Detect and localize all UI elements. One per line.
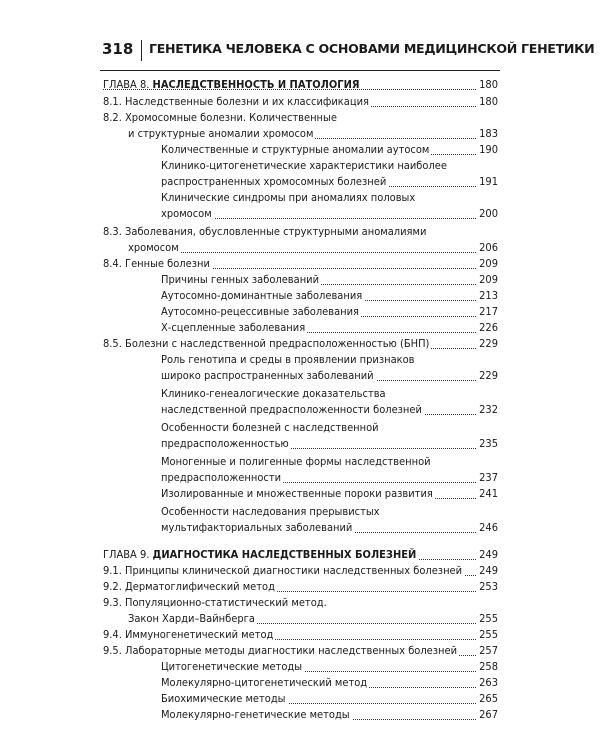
page-ref: 226 [476,320,498,336]
toc-entry-8-1[interactable] [103,94,498,110]
toc-subentry-8-2-c-line2[interactable] [161,206,498,222]
page-ref: 255 [476,611,498,627]
section-number: 9.1. [103,564,122,577]
toc-subentry-8-5-f-line2[interactable] [161,520,498,536]
entry-title: Дерматоглифический метод [125,580,275,593]
page-ref: 213 [476,288,498,304]
section-number: 9.2. [103,580,122,593]
entry-title: Популяционно-статистический метод. [125,596,327,609]
entry-title: Иммуногенетический метод [125,628,274,641]
entry-title-cont: хромосом [161,207,212,220]
section-number: 8.3. [103,225,122,238]
toc-entry-8-4[interactable] [103,256,498,272]
toc-entry-8-5[interactable] [103,336,498,352]
header-separator [141,40,142,61]
toc-subentry-8-4-c[interactable] [161,304,498,320]
entry-title: Принципы клинической диагностики наследственных болезней [125,564,463,577]
page-ref: 200 [476,206,498,222]
entry-title-cont: и структурные аномалии хромосом [128,127,314,140]
toc-subentry-8-5-c-line2[interactable] [161,436,498,452]
toc-subentry-8-2-a[interactable] [161,142,498,158]
toc-chapter-8[interactable] [103,77,498,93]
toc-subentry-8-4-a[interactable] [161,272,498,288]
toc-subentry-9-5-a[interactable] [161,659,498,675]
toc-entry-9-3-line2[interactable] [128,611,498,627]
entry-title-cont: широко распространенных заболеваний [161,369,374,382]
toc-chapter-9[interactable] [103,547,498,563]
entry-title-cont: наследственной предрасположенности болезней [161,403,422,416]
toc-entry-8-2-line2[interactable] [128,126,498,142]
page-ref: 209 [476,272,498,288]
section-number: 8.4. [103,257,122,270]
toc-subentry-8-5-b-line2[interactable] [161,402,498,418]
chapter-prefix: ГЛАВА 9. [103,548,150,561]
toc-subentry-8-5-e[interactable] [161,486,498,502]
toc-subentry-8-4-d[interactable] [161,320,498,336]
section-number: 8.1. [103,95,122,108]
entry-title: Аутосомно-рецессивные заболевания [161,305,360,318]
toc-subentry-8-5-b-line1[interactable] [161,386,498,402]
section-number: 9.5. [103,644,122,657]
toc-subentry-8-2-c-line1[interactable] [161,190,498,206]
page-ref: 267 [476,707,498,723]
page-ref: 191 [476,174,498,190]
toc-subentry-9-5-d[interactable] [161,707,498,723]
entry-title: Роль генотипа и среды в проявлении признаков [161,353,415,366]
entry-title: Причины генных заболеваний [161,273,320,286]
entry-title: Заболевания, обусловленные структурными аномалиями [125,225,427,238]
toc-subentry-8-4-b[interactable] [161,288,498,304]
leader-dots [128,240,498,256]
page-ref: 263 [476,675,498,691]
chapter-title: ДИАГНОСТИКА НАСЛЕДСТВЕННЫХ БОЛЕЗНЕЙ [152,548,417,561]
leader-dots [103,77,498,93]
toc-entry-8-3-line2[interactable] [128,240,498,256]
page-ref: 217 [476,304,498,320]
running-title: ГЕНЕТИКА ЧЕЛОВЕКА С ОСНОВАМИ МЕДИЦИНСКОЙ ГЕНЕТИКИ [149,41,595,56]
page-ref: 180 [476,94,498,110]
entry-title: Количественные и структурные аномалии аутосом [161,143,430,156]
chapter-prefix: ГЛАВА 8. [103,78,150,91]
entry-title-cont: предрасположенности [161,471,282,484]
section-number: 8.5. [103,337,122,350]
toc-entry-9-3-line1[interactable] [103,595,498,611]
toc-subentry-8-5-a-line2[interactable] [161,368,498,384]
entry-title: Х-сцепленные заболевания [161,321,306,334]
page-ref: 241 [476,486,498,502]
page-ref: 235 [476,436,498,452]
page-number: 318 [102,40,134,58]
entry-title: Молекулярно-генетические методы [161,708,350,721]
page-ref: 249 [476,547,498,563]
page-ref: 209 [476,256,498,272]
entry-title: Особенности болезней с наследственной [161,421,379,434]
entry-title: Особенности наследования прерывистых [161,505,380,518]
entry-title-cont: мультифакториальных заболеваний [161,521,353,534]
entry-title: Биохимические методы [161,692,286,705]
toc-entry-8-3-line1[interactable] [103,224,498,240]
page-ref: 237 [476,470,498,486]
toc-subentry-9-5-b[interactable] [161,675,498,691]
entry-title: Наследственные болезни и их классификация [125,95,369,108]
toc-entry-9-1[interactable] [103,563,498,579]
page-ref: 183 [476,126,498,142]
entry-title: Хромосомные болезни. Количественные [125,111,337,124]
entry-title: Клинико-генеалогические доказательства [161,387,386,400]
toc-entry-9-5[interactable] [103,643,498,659]
toc-entry-9-4[interactable] [103,627,498,643]
page-ref: 206 [476,240,498,256]
entry-title: Моногенные и полигенные формы наследственной [161,455,431,468]
entry-title-cont: Закон Харди–Вайнберга [128,612,255,625]
section-number: 8.2. [103,111,122,124]
entry-title-cont: распространенных хромосомных болезней [161,175,387,188]
toc-subentry-8-2-b-line1[interactable] [161,158,498,174]
section-number: 9.4. [103,628,122,641]
toc-entry-9-2[interactable] [103,579,498,595]
page-ref: 190 [476,142,498,158]
entry-title: Генные болезни [125,257,210,270]
entry-title: Молекулярно-цитогенетический метод [161,676,368,689]
entry-title: Клинико-цитогенетические характеристики наиболее [161,159,447,172]
toc-subentry-8-5-a-line1[interactable] [161,352,498,368]
entry-title: Изолированные и множественные пороки развития [161,487,433,500]
toc-subentry-8-5-f-line1[interactable] [161,504,498,520]
entry-title: Клинические синдромы при аномалиях половых [161,191,416,204]
running-header [100,40,595,71]
page-ref: 246 [476,520,498,536]
entry-title: Цитогенетические методы [161,660,303,673]
toc-subentry-8-5-d-line1[interactable] [161,454,498,470]
chapter-title: НАСЛЕДСТВЕННОСТЬ И ПАТОЛОГИЯ [152,78,360,91]
page-ref: 253 [476,579,498,595]
toc-entry-8-2-line1[interactable] [103,110,498,126]
toc-subentry-9-5-c[interactable] [161,691,498,707]
entry-title: Болезни с наследственной предрасположенностью (БНП) [125,337,430,350]
page-ref: 258 [476,659,498,675]
page-ref: 180 [476,77,498,93]
page-ref: 255 [476,627,498,643]
entry-title-cont: предрасположенностью [161,437,289,450]
toc-subentry-8-5-d-line2[interactable] [161,470,498,486]
entry-title: Аутосомно-доминантные заболевания [161,289,363,302]
toc-subentry-8-5-c-line1[interactable] [161,420,498,436]
entry-title: Лабораторные методы диагностики наследственных болезней [125,644,458,657]
entry-title-cont: хромосом [128,241,179,254]
page-ref: 257 [476,643,498,659]
page-ref: 232 [476,402,498,418]
page-ref: 249 [476,563,498,579]
page-ref: 265 [476,691,498,707]
page-ref: 229 [476,336,498,352]
section-number: 9.3. [103,596,122,609]
toc-subentry-8-2-b-line2[interactable] [161,174,498,190]
page-ref: 229 [476,368,498,384]
